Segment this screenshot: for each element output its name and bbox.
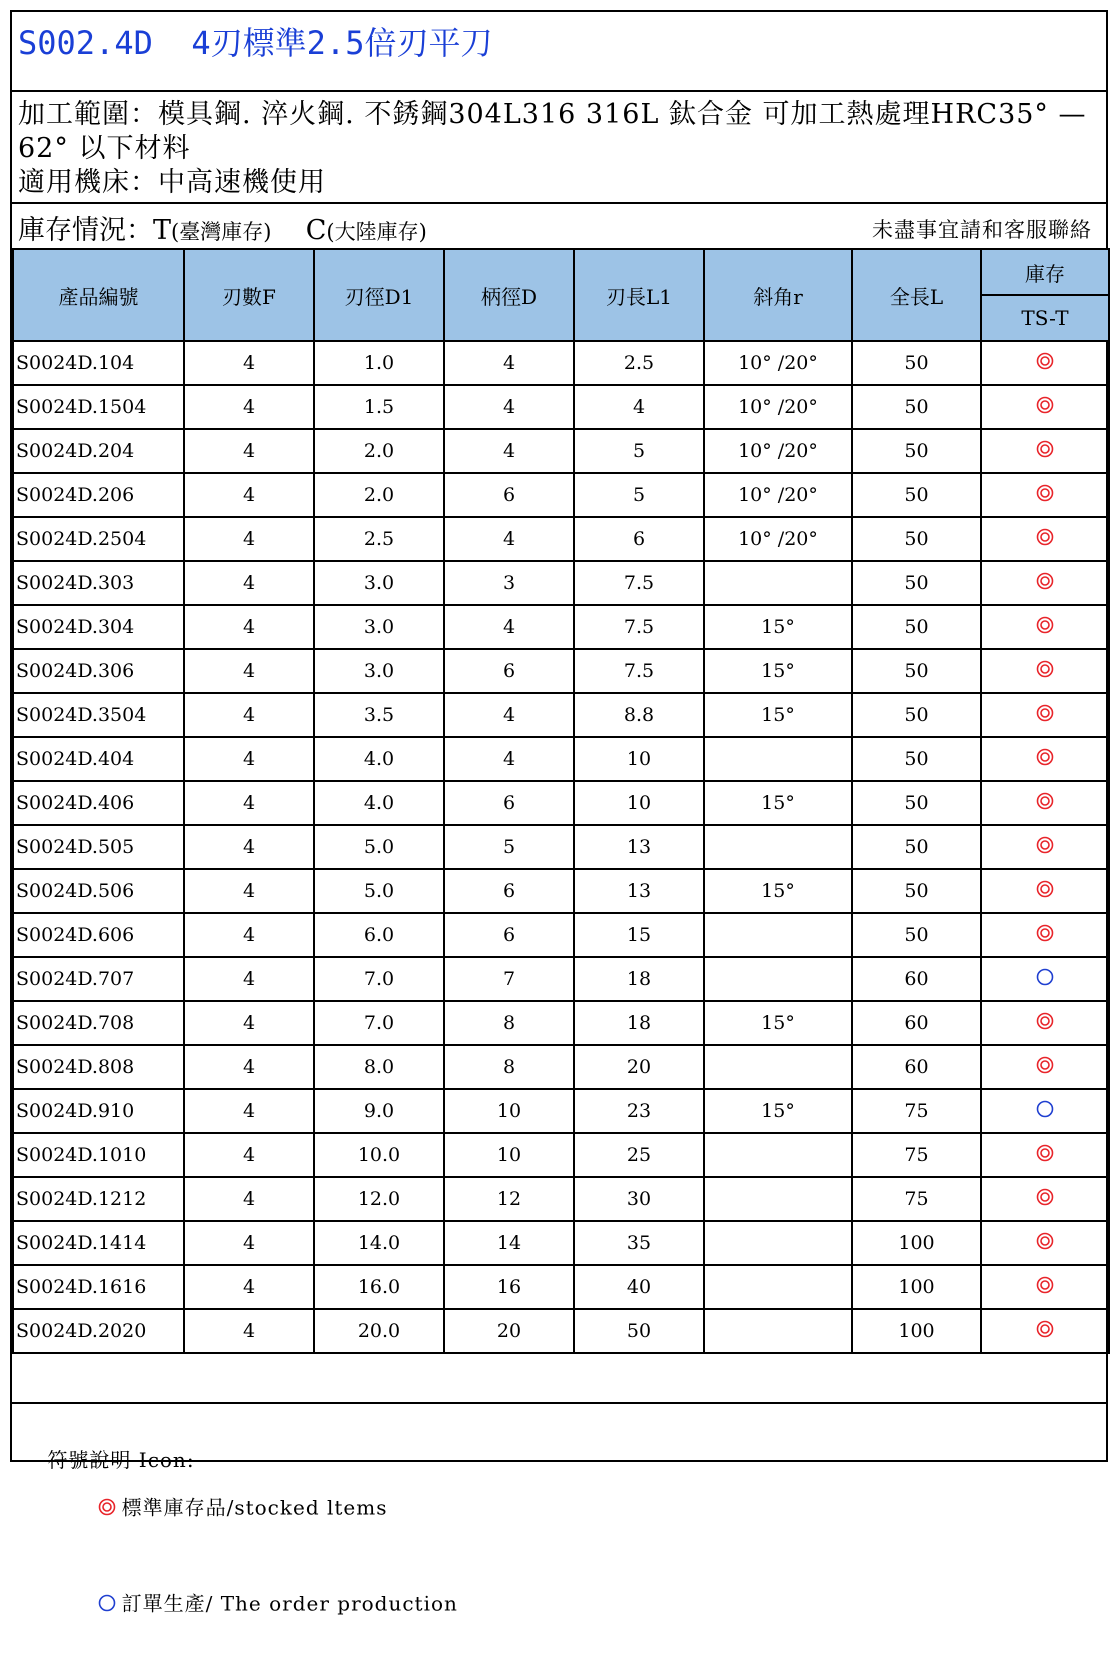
double-circle-icon (1036, 396, 1054, 419)
cell-helix-angle: 15° (704, 1089, 852, 1133)
cell-cutting-length: 18 (574, 957, 704, 1001)
table-row (13, 341, 1109, 385)
cell-stock (981, 1221, 1109, 1265)
cell-shank-diameter: 12 (444, 1177, 574, 1221)
cell-shank-diameter: 8 (444, 1045, 574, 1089)
cell-cutting-length: 13 (574, 825, 704, 869)
table-row (13, 693, 1109, 737)
cell-flutes: 4 (184, 341, 314, 385)
cell-helix-angle: 10° /20° (704, 385, 852, 429)
cell-flutes: 4 (184, 737, 314, 781)
cell-cutting-length: 6 (574, 517, 704, 561)
stock-t-code: T (153, 215, 172, 246)
cell-cutter-diameter: 2.0 (314, 473, 444, 517)
double-circle-icon (1036, 484, 1054, 507)
cell-flutes: 4 (184, 913, 314, 957)
cell-stock (981, 1177, 1109, 1221)
cell-product-code: S0024D.506 (13, 869, 184, 913)
cell-stock (981, 1133, 1109, 1177)
cell-overall-length: 50 (852, 473, 981, 517)
cell-cutting-length: 2.5 (574, 341, 704, 385)
cell-cutting-length: 18 (574, 1001, 704, 1045)
cell-flutes: 4 (184, 1221, 314, 1265)
cell-flutes: 4 (184, 1265, 314, 1309)
cell-overall-length: 50 (852, 517, 981, 561)
cell-shank-diameter: 4 (444, 385, 574, 429)
cell-overall-length: 50 (852, 781, 981, 825)
cell-overall-length: 75 (852, 1133, 981, 1177)
table-row (13, 429, 1109, 473)
cell-flutes: 4 (184, 825, 314, 869)
cell-stock (981, 781, 1109, 825)
cell-product-code: S0024D.304 (13, 605, 184, 649)
cell-product-code: S0024D.910 (13, 1089, 184, 1133)
header-overall-length: 全長L (852, 249, 981, 341)
circle-icon (1036, 968, 1054, 991)
cell-shank-diameter: 8 (444, 1001, 574, 1045)
cell-cutter-diameter: 5.0 (314, 869, 444, 913)
cell-stock (981, 1001, 1109, 1045)
cell-cutter-diameter: 5.0 (314, 825, 444, 869)
cell-cutter-diameter: 4.0 (314, 737, 444, 781)
cell-helix-angle (704, 913, 852, 957)
cell-cutting-length: 30 (574, 1177, 704, 1221)
cell-shank-diameter: 6 (444, 869, 574, 913)
cell-helix-angle (704, 1309, 852, 1353)
cell-helix-angle (704, 1133, 852, 1177)
cell-cutting-length: 7.5 (574, 561, 704, 605)
cell-cutter-diameter: 7.0 (314, 1001, 444, 1045)
header-product-code: 產品編號 (13, 249, 184, 341)
circle-icon (1036, 1100, 1054, 1123)
cell-flutes: 4 (184, 473, 314, 517)
cell-shank-diameter: 4 (444, 737, 574, 781)
cell-cutter-diameter: 8.0 (314, 1045, 444, 1089)
cell-product-code: S0024D.306 (13, 649, 184, 693)
circle-icon (53, 1569, 115, 1641)
double-circle-icon (53, 1473, 115, 1545)
cell-stock (981, 825, 1109, 869)
cell-product-code: S0024D.808 (13, 1045, 184, 1089)
double-circle-icon (1036, 660, 1054, 683)
cell-helix-angle (704, 957, 852, 1001)
table-row (13, 1133, 1109, 1177)
legend-order-label: 訂單生產/ The order production (121, 1591, 458, 1616)
cell-flutes: 4 (184, 649, 314, 693)
cell-flutes: 4 (184, 1177, 314, 1221)
cell-product-code: S0024D.104 (13, 341, 184, 385)
cell-helix-angle: 15° (704, 649, 852, 693)
cell-cutting-length: 13 (574, 869, 704, 913)
cell-shank-diameter: 6 (444, 473, 574, 517)
applicable-machine: 適用機床：中高速機使用 (18, 167, 326, 198)
cell-product-code: S0024D.2504 (13, 517, 184, 561)
cell-flutes: 4 (184, 1045, 314, 1089)
cell-flutes: 4 (184, 1309, 314, 1353)
cell-cutter-diameter: 3.0 (314, 649, 444, 693)
cell-cutting-length: 50 (574, 1309, 704, 1353)
cell-helix-angle (704, 1265, 852, 1309)
header-helix-angle: 斜角r (704, 249, 852, 341)
table-row (13, 473, 1109, 517)
cell-shank-diameter: 5 (444, 825, 574, 869)
cell-stock (981, 561, 1109, 605)
cell-cutting-length: 15 (574, 913, 704, 957)
cell-product-code: S0024D.1010 (13, 1133, 184, 1177)
cell-overall-length: 60 (852, 1045, 981, 1089)
cell-helix-angle: 10° /20° (704, 473, 852, 517)
cell-helix-angle (704, 1221, 852, 1265)
cell-overall-length: 50 (852, 693, 981, 737)
cell-product-code: S0024D.1212 (13, 1177, 184, 1221)
cell-helix-angle: 15° (704, 781, 852, 825)
double-circle-icon (1036, 1056, 1054, 1079)
info-section (12, 92, 1106, 204)
cell-product-code: S0024D.708 (13, 1001, 184, 1045)
cell-overall-length: 100 (852, 1221, 981, 1265)
header-stock: 庫存 (981, 249, 1109, 295)
cell-product-code: S0024D.206 (13, 473, 184, 517)
cell-cutter-diameter: 3.0 (314, 605, 444, 649)
cell-overall-length: 100 (852, 1309, 981, 1353)
table-row (13, 561, 1109, 605)
cell-flutes: 4 (184, 561, 314, 605)
cell-shank-diameter: 20 (444, 1309, 574, 1353)
cell-cutter-diameter: 1.5 (314, 385, 444, 429)
cell-shank-diameter: 7 (444, 957, 574, 1001)
cell-cutting-length: 4 (574, 385, 704, 429)
cell-stock (981, 1265, 1109, 1309)
cell-helix-angle: 15° (704, 605, 852, 649)
cell-flutes: 4 (184, 605, 314, 649)
cell-flutes: 4 (184, 429, 314, 473)
cell-product-code: S0024D.404 (13, 737, 184, 781)
cell-cutter-diameter: 3.0 (314, 561, 444, 605)
cell-stock (981, 1089, 1109, 1133)
machining-range: 加工範圍：模具鋼. 淬火鋼. 不銹鋼304L316 316L 鈦合金 可加工熱處理HRC35° —62° 以下材料 (18, 99, 1087, 164)
cell-shank-diameter: 10 (444, 1089, 574, 1133)
cell-helix-angle: 15° (704, 693, 852, 737)
cell-shank-diameter: 14 (444, 1221, 574, 1265)
table-row (13, 649, 1109, 693)
double-circle-icon (1036, 1276, 1054, 1299)
cell-flutes: 4 (184, 1089, 314, 1133)
legend-prefix: 符號說明 Icon: (47, 1448, 195, 1472)
cell-overall-length: 50 (852, 913, 981, 957)
cell-overall-length: 50 (852, 341, 981, 385)
table-row (13, 605, 1109, 649)
cell-cutter-diameter: 3.5 (314, 693, 444, 737)
cell-shank-diameter: 4 (444, 605, 574, 649)
cell-shank-diameter: 4 (444, 693, 574, 737)
cell-cutting-length: 35 (574, 1221, 704, 1265)
stock-status-bar (12, 204, 1106, 248)
double-circle-icon (1036, 528, 1054, 551)
cell-cutter-diameter: 1.0 (314, 341, 444, 385)
cell-overall-length: 50 (852, 737, 981, 781)
cell-helix-angle (704, 561, 852, 605)
cell-overall-length: 50 (852, 605, 981, 649)
cell-helix-angle: 15° (704, 869, 852, 913)
cell-stock (981, 1309, 1109, 1353)
cell-flutes: 4 (184, 385, 314, 429)
cell-cutting-length: 7.5 (574, 605, 704, 649)
table-body (13, 341, 1109, 1353)
cell-shank-diameter: 6 (444, 781, 574, 825)
double-circle-icon (1036, 836, 1054, 859)
cell-stock (981, 693, 1109, 737)
double-circle-icon (1036, 1232, 1054, 1255)
cell-helix-angle (704, 825, 852, 869)
cell-shank-diameter: 4 (444, 517, 574, 561)
table-row (13, 1309, 1109, 1353)
cell-overall-length: 60 (852, 957, 981, 1001)
cell-shank-diameter: 16 (444, 1265, 574, 1309)
double-circle-icon (1036, 704, 1054, 727)
cell-helix-angle (704, 1045, 852, 1089)
cell-helix-angle (704, 737, 852, 781)
double-circle-icon (1036, 924, 1054, 947)
cell-flutes: 4 (184, 957, 314, 1001)
cell-shank-diameter: 4 (444, 429, 574, 473)
cell-stock (981, 649, 1109, 693)
cell-stock (981, 913, 1109, 957)
cell-cutting-length: 25 (574, 1133, 704, 1177)
double-circle-icon (1036, 352, 1054, 375)
cell-cutter-diameter: 12.0 (314, 1177, 444, 1221)
table-row (13, 1177, 1109, 1221)
table-row (13, 737, 1109, 781)
cell-helix-angle (704, 1177, 852, 1221)
cell-stock (981, 957, 1109, 1001)
cell-shank-diameter: 4 (444, 341, 574, 385)
header-cutting-length: 刃長L1 (574, 249, 704, 341)
cell-flutes: 4 (184, 1133, 314, 1177)
header-flutes: 刃數F (184, 249, 314, 341)
double-circle-icon (1036, 748, 1054, 771)
cell-shank-diameter: 10 (444, 1133, 574, 1177)
cell-flutes: 4 (184, 693, 314, 737)
header-stock-ts-t: TS-T (981, 295, 1109, 341)
cell-cutting-length: 23 (574, 1089, 704, 1133)
cell-flutes: 4 (184, 869, 314, 913)
cell-shank-diameter: 3 (444, 561, 574, 605)
cell-product-code: S0024D.406 (13, 781, 184, 825)
stock-t-label: (臺灣庫存) (171, 220, 272, 244)
cell-overall-length: 50 (852, 825, 981, 869)
cell-cutting-length: 20 (574, 1045, 704, 1089)
stock-c-label: (大陸庫存) (326, 220, 427, 244)
cell-cutter-diameter: 10.0 (314, 1133, 444, 1177)
cell-cutting-length: 10 (574, 737, 704, 781)
cell-stock (981, 341, 1109, 385)
cell-shank-diameter: 6 (444, 649, 574, 693)
table-row (13, 1001, 1109, 1045)
cell-cutter-diameter: 7.0 (314, 957, 444, 1001)
cell-overall-length: 75 (852, 1177, 981, 1221)
cell-flutes: 4 (184, 1001, 314, 1045)
cell-flutes: 4 (184, 517, 314, 561)
cell-cutting-length: 40 (574, 1265, 704, 1309)
double-circle-icon (1036, 572, 1054, 595)
cell-stock (981, 605, 1109, 649)
spec-sheet (10, 10, 1108, 1616)
table-row (13, 1045, 1109, 1089)
cell-overall-length: 50 (852, 429, 981, 473)
legend (12, 1402, 1106, 1616)
cell-cutter-diameter: 2.0 (314, 429, 444, 473)
header-cutter-diameter: 刃徑D1 (314, 249, 444, 341)
cell-overall-length: 60 (852, 1001, 981, 1045)
table-row (13, 385, 1109, 429)
cell-product-code: S0024D.2020 (13, 1309, 184, 1353)
cell-cutter-diameter: 9.0 (314, 1089, 444, 1133)
double-circle-icon (1036, 1188, 1054, 1211)
table-row (13, 1089, 1109, 1133)
table-row (13, 517, 1109, 561)
cell-cutting-length: 5 (574, 429, 704, 473)
cell-product-code: S0024D.505 (13, 825, 184, 869)
cell-shank-diameter: 6 (444, 913, 574, 957)
stock-label: 庫存情況： (18, 215, 153, 246)
cell-flutes: 4 (184, 781, 314, 825)
product-table (12, 248, 1110, 1354)
table-row (13, 1221, 1109, 1265)
cell-stock (981, 385, 1109, 429)
cell-helix-angle: 10° /20° (704, 429, 852, 473)
cell-overall-length: 75 (852, 1089, 981, 1133)
page-title: S002.4D 4刃標準2.5倍刃平刀 (12, 12, 1106, 92)
cell-helix-angle: 15° (704, 1001, 852, 1045)
contact-note: 未盡事宜請和客服聯絡 (872, 218, 1092, 242)
cell-overall-length: 50 (852, 385, 981, 429)
cell-overall-length: 50 (852, 869, 981, 913)
cell-product-code: S0024D.707 (13, 957, 184, 1001)
cell-product-code: S0024D.303 (13, 561, 184, 605)
cell-cutter-diameter: 6.0 (314, 913, 444, 957)
cell-stock (981, 517, 1109, 561)
cell-product-code: S0024D.606 (13, 913, 184, 957)
cell-cutter-diameter: 2.5 (314, 517, 444, 561)
cell-product-code: S0024D.1504 (13, 385, 184, 429)
stock-c-code: C (305, 215, 327, 246)
cell-stock (981, 1045, 1109, 1089)
legend-stocked-label: 標準庫存品/stocked ltems (121, 1495, 388, 1520)
cell-overall-length: 100 (852, 1265, 981, 1309)
cell-cutting-length: 8.8 (574, 693, 704, 737)
double-circle-icon (1036, 880, 1054, 903)
double-circle-icon (1036, 440, 1054, 463)
cell-helix-angle: 10° /20° (704, 341, 852, 385)
double-circle-icon (1036, 616, 1054, 639)
cell-cutting-length: 7.5 (574, 649, 704, 693)
table-row (13, 913, 1109, 957)
cell-overall-length: 50 (852, 561, 981, 605)
cell-cutter-diameter: 4.0 (314, 781, 444, 825)
double-circle-icon (1036, 1012, 1054, 1035)
cell-stock (981, 869, 1109, 913)
cell-stock (981, 737, 1109, 781)
cell-cutting-length: 10 (574, 781, 704, 825)
table-row (13, 957, 1109, 1001)
cell-product-code: S0024D.1616 (13, 1265, 184, 1309)
cell-stock (981, 429, 1109, 473)
cell-overall-length: 50 (852, 649, 981, 693)
cell-helix-angle: 10° /20° (704, 517, 852, 561)
cell-cutter-diameter: 20.0 (314, 1309, 444, 1353)
double-circle-icon (1036, 792, 1054, 815)
table-row (13, 825, 1109, 869)
cell-cutter-diameter: 14.0 (314, 1221, 444, 1265)
cell-product-code: S0024D.1414 (13, 1221, 184, 1265)
cell-product-code: S0024D.3504 (13, 693, 184, 737)
double-circle-icon (1036, 1320, 1054, 1343)
table-row (13, 781, 1109, 825)
cell-cutter-diameter: 16.0 (314, 1265, 444, 1309)
cell-cutting-length: 5 (574, 473, 704, 517)
cell-stock (981, 473, 1109, 517)
cell-product-code: S0024D.204 (13, 429, 184, 473)
table-row (13, 1265, 1109, 1309)
double-circle-icon (1036, 1144, 1054, 1167)
table-row (13, 869, 1109, 913)
header-shank-diameter: 柄徑D (444, 249, 574, 341)
